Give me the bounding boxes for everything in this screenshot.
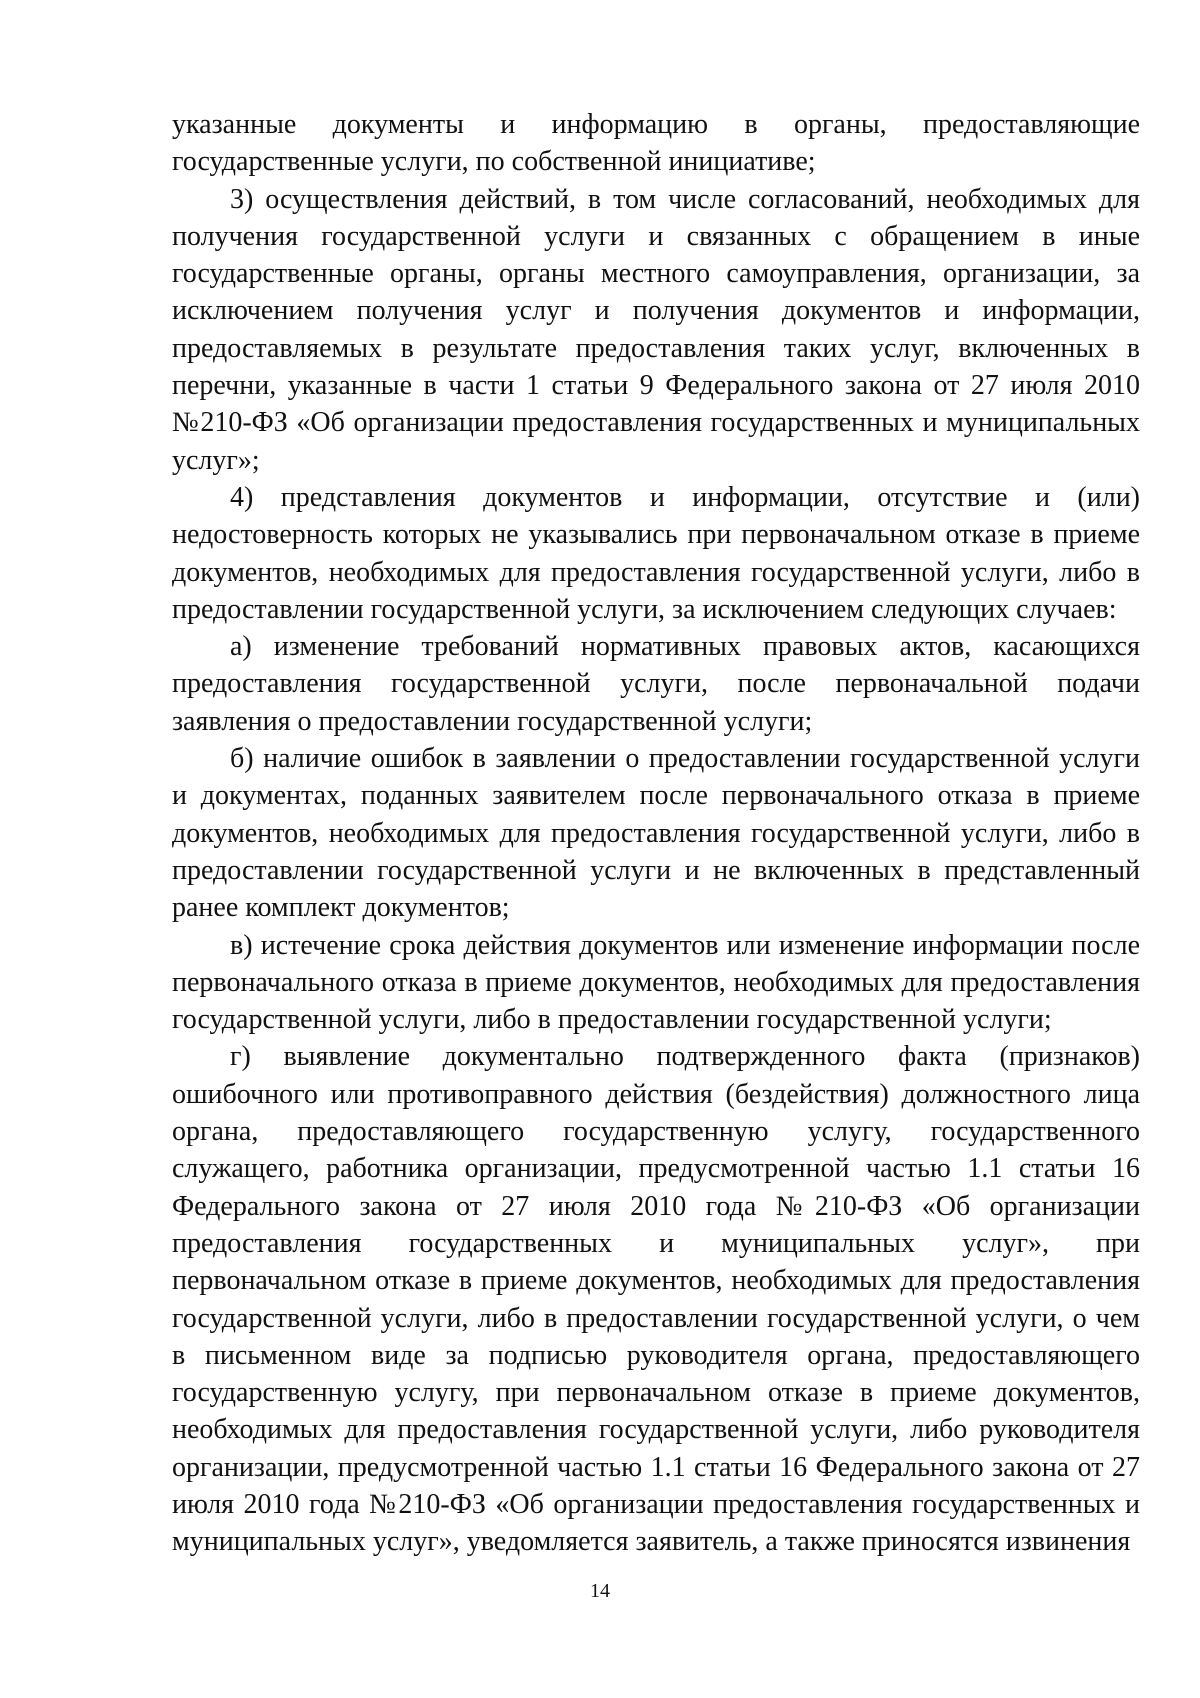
paragraph-subitem-a: а) изменение требований нормативных правовых актов, касающихся предоставления государственной услуги, после первоначальной подачи заявления о предоставлении государственной услуги;: [172, 631, 1140, 737]
paragraph-subitem-b: б) наличие ошибок в заявлении о предоставлении государственной услуги и документах, поданных заявителем после первоначального отказа в приеме документов, необходимых для предоставления государственной услуги, либо в предоставлении государственной услуги и не включенных в представленный ранее комплект документов;: [172, 743, 1140, 924]
paragraph-subitem-g: г) выявление документально подтвержденного факта (признаков) ошибочного или противоправного действия (бездействия) должностного лица органа, предоставляющего государственную услугу, государственного служащего, работника организации, предусмотренной частью 1.1 статьи 16 Федерального закона от 27 июля 2010 года №210-ФЗ «Об организации предоставления государственных и муниципальных услуг», при первоначальном отказе в приеме документов, необходимых для предоставления государственной услуги, либо в предоставлении государственной услуги, о чем в письменном виде за подписью руководителя органа, предоставляющего государственную услугу, при первоначальном отказе в приеме документов, необходимых для предоставления государственной услуги, либо руководителя организации, предусмотренной частью 1.1 статьи 16 Федерального закона от 27 июля 2010 года №210-ФЗ «Об организации предоставления государственных и муниципальных услуг», уведомляется заявитель, а также приносятся извинения: [172, 1041, 1140, 1558]
paragraph-item-3: 3) осуществления действий, в том числе согласований, необходимых для получения государственной услуги и связанных с обращением в иные государственные органы, органы местного самоуправления, организации, за исключением получения услуг и получения документов и информации, предоставляемых в результате предоставления таких услуг, включенных в перечни, указанные в части 1 статьи 9 Федерального закона от 27 июля 2010 №210-ФЗ «Об организации предоставления государственных и муниципальных услуг»;: [172, 183, 1140, 476]
document-page-body: [172, 106, 1140, 1561]
paragraph-subitem-v: в) истечение срока действия документов или изменение информации после первоначального отказа в приеме документов, необходимых для предоставления государственной услуги, либо в предоставлении государственной услуги;: [172, 929, 1140, 1036]
page-number: 14: [590, 1580, 610, 1602]
paragraph-item-4: 4) представления документов и информации, отсутствие и (или) недостоверность которых не указывались при первоначальном отказе в приеме документов, необходимых для предоставления государственной услуги, либо в предоставлении государственной услуги, за исключением следующих случаев:: [172, 481, 1140, 625]
paragraph-continuation: указанные документы и информацию в органы, предоставляющие государственные услуги, по собственной инициативе;: [172, 109, 1140, 178]
